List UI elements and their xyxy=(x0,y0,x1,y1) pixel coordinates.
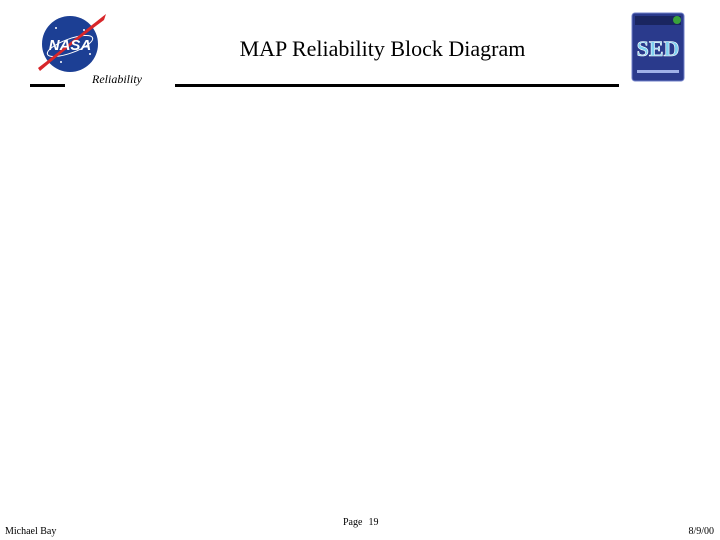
nasa-logo xyxy=(34,10,110,74)
slide-title: MAP Reliability Block Diagram xyxy=(239,36,526,61)
svg-text:SED: SED xyxy=(636,36,680,61)
svg-text:NASA: NASA xyxy=(48,37,92,54)
page-label: Page xyxy=(343,517,363,528)
sed-logo xyxy=(631,12,685,82)
slide-subtitle: Reliability xyxy=(92,72,142,86)
footer-page xyxy=(343,517,384,528)
header-rule-left xyxy=(30,84,65,87)
footer-author: Michael Bay xyxy=(5,526,57,537)
page-number: 19 xyxy=(368,517,379,528)
header-rule-right xyxy=(175,84,619,87)
footer-date: 8/9/00 xyxy=(688,526,714,537)
